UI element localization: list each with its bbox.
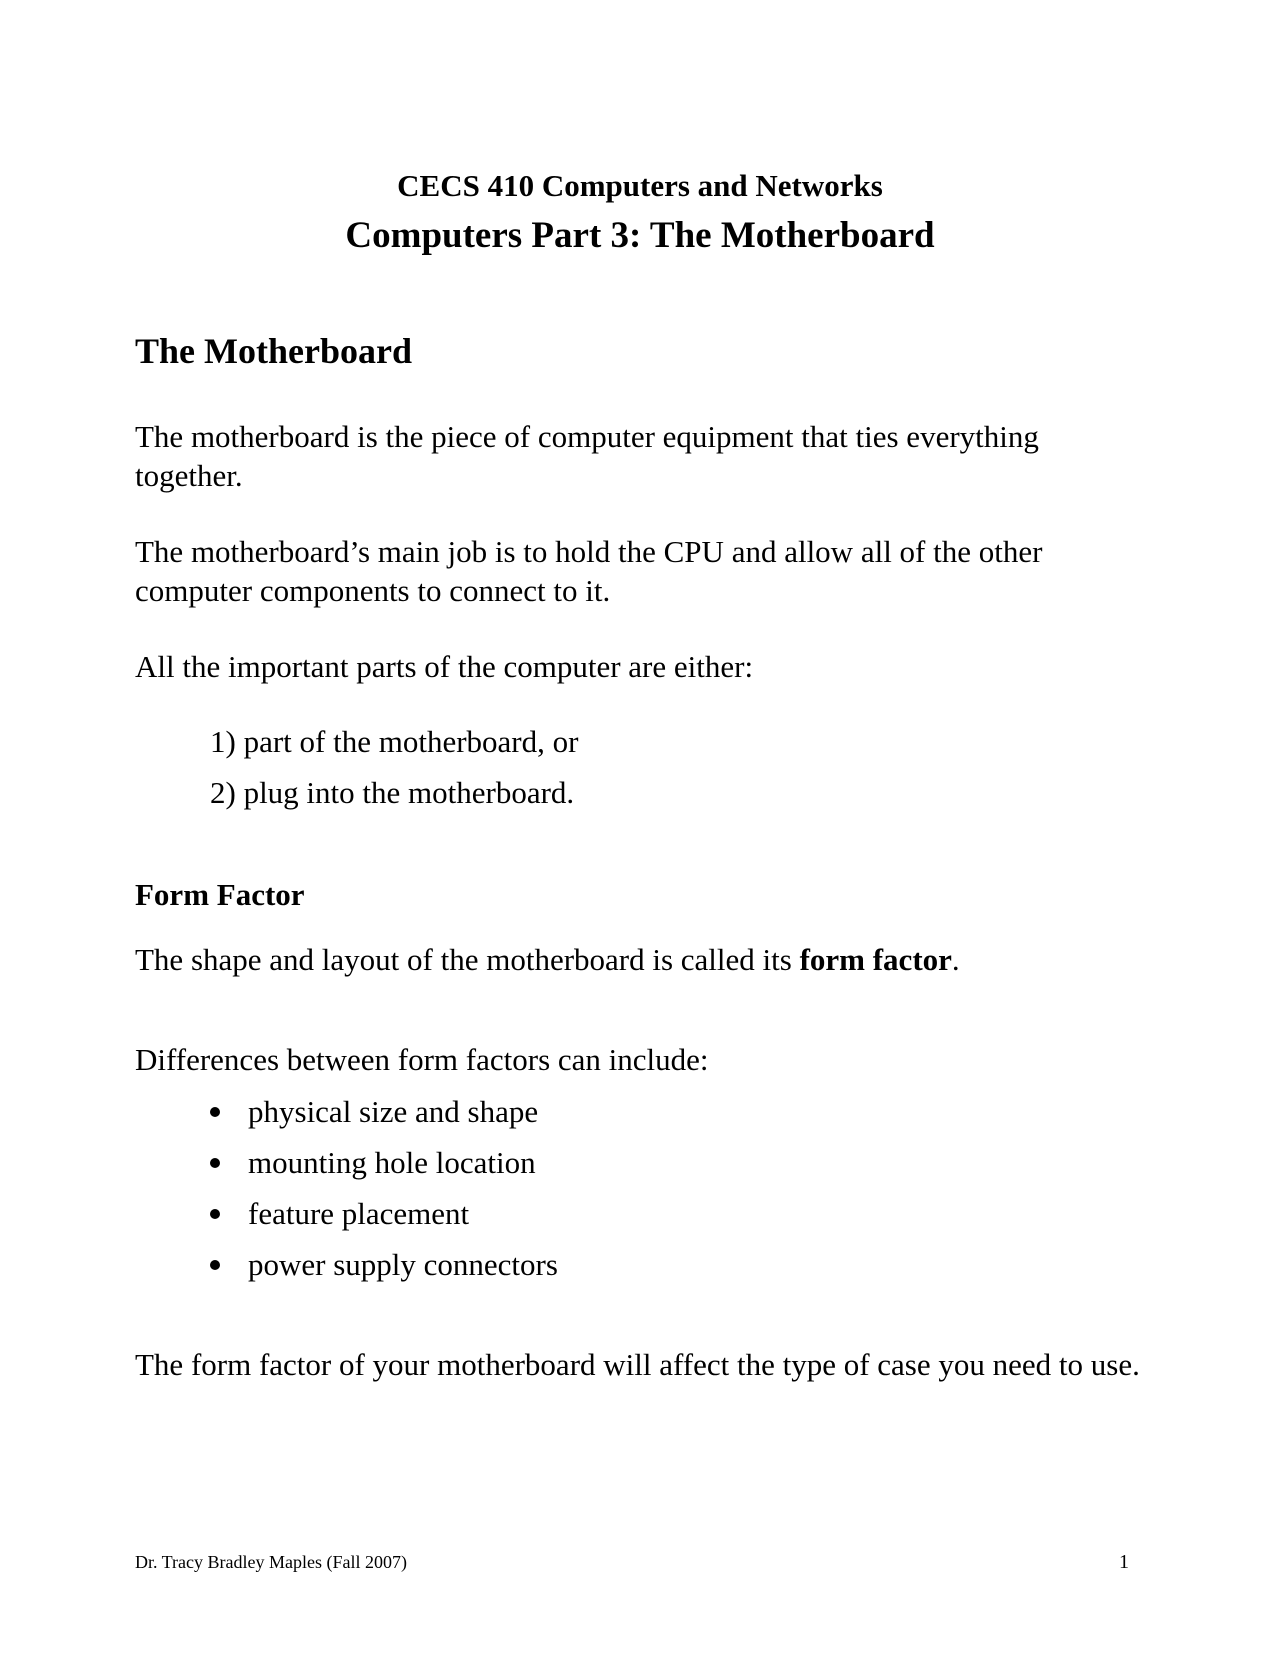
footer-author: Dr. Tracy Bradley Maples (Fall 2007) — [135, 1552, 407, 1572]
paragraph-important-parts: All the important parts of the computer are either: — [135, 649, 754, 684]
bullet-icon — [210, 1158, 220, 1168]
bullet-text: power supply connectors — [248, 1247, 558, 1282]
paragraph-closing: The form factor of your motherboard will affect the type of case you need to use. — [135, 1347, 1140, 1382]
numbered-list-item: 2) plug into the motherboard. — [210, 775, 575, 810]
numbered-list-item: 1) part of the motherboard, or — [210, 724, 579, 759]
paragraph-motherboard-job: The motherboard’s main job is to hold the CPU and allow all of the other computer components to connect to it. — [135, 534, 1043, 608]
course-title: CECS 410 Computers and Networks — [397, 168, 883, 203]
bullet-text: physical size and shape — [248, 1094, 539, 1129]
numbered-list — [210, 722, 578, 824]
bullet-list-item — [210, 1194, 558, 1245]
bullet-text: feature placement — [248, 1196, 470, 1231]
bullet-list-item — [210, 1143, 558, 1194]
bullet-text: mounting hole location — [248, 1145, 536, 1180]
paragraph-differences-intro: Differences between form factors can include: — [135, 1042, 709, 1077]
bullet-icon — [210, 1107, 220, 1117]
definition-term: form factor — [799, 942, 952, 977]
section-heading-form-factor: Form Factor — [135, 877, 305, 912]
bullet-list-item — [210, 1245, 558, 1296]
definition-prefix: The shape and layout of the motherboard is called its — [135, 942, 800, 977]
bullet-list — [210, 1092, 558, 1296]
bullet-icon — [210, 1260, 220, 1270]
footer-page-number: 1 — [1119, 1551, 1129, 1573]
paragraph-motherboard-definition: The motherboard is the piece of computer equipment that ties everything together. — [135, 419, 1039, 493]
document-title: Computers Part 3: The Motherboard — [345, 215, 935, 256]
bullet-icon — [210, 1209, 220, 1219]
bullet-list-item — [210, 1092, 558, 1143]
section-heading-motherboard: The Motherboard — [135, 331, 412, 371]
definition-suffix: . — [951, 942, 960, 977]
paragraph-form-factor-definition — [135, 940, 1145, 979]
